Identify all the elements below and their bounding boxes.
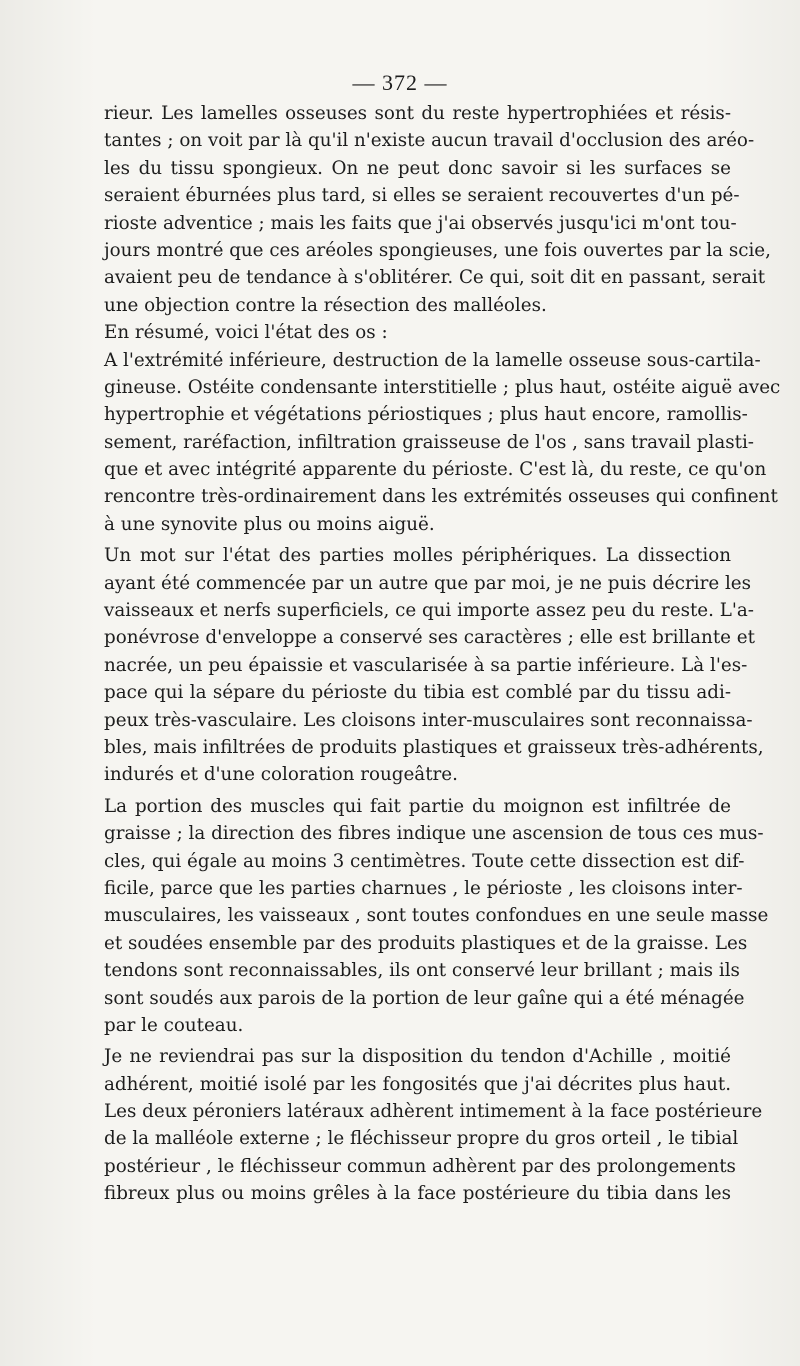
text-line: nacrée, un peu épaissie et vascularisée à sa partie inférieure. Là l'es- (104, 654, 748, 676)
text-line: avaient peu de tendance à s'oblitérer. Ce qui, soit dit en passant, serait (104, 267, 766, 289)
paragraph (104, 542, 764, 789)
text-line: vaisseaux et nerfs superficiels, ce qui importe assez peu du reste. L'a- (104, 600, 754, 622)
text-line: sont soudés aux parois de la portion de leur gaîne qui a été ménagée (104, 987, 745, 1009)
text-line: les du tissu spongieux. On ne peut donc savoir si les surfaces se (104, 157, 731, 179)
paragraph (104, 347, 781, 539)
text-line: bles, mais infiltrées de produits plastiques et graisseux très-adhérents, (104, 736, 764, 758)
text-line: une objection contre la résection des malléoles. (104, 294, 547, 316)
text-line: gineuse. Ostéite condensante interstitielle ; plus haut, ostéite aiguë avec (104, 376, 781, 398)
text-line: ficile, parce que les parties charnues , le périoste , les cloisons inter- (104, 877, 743, 899)
text-line: fibreux plus ou moins grêles à la face postérieure du tibia dans les (104, 1183, 731, 1205)
text-line: musculaires, les vaisseaux , sont toutes confondues en une seule masse (104, 905, 769, 927)
text-line: de la malléole externe ; le fléchisseur propre du gros orteil , le tibial (104, 1128, 739, 1150)
text-line: Je ne reviendrai pas sur la disposition du tendon d'Achille , moitié (104, 1046, 731, 1068)
text-line: seraient éburnées plus tard, si elles se seraient recouvertes d'un pé- (104, 185, 740, 207)
text-line: rieur. Les lamelles osseuses sont du reste hypertrophiées et résis- (104, 103, 731, 124)
paragraph (104, 1043, 763, 1207)
text-line: Les deux péroniers latéraux adhèrent intimement à la face postérieure (104, 1101, 763, 1123)
text-line: par le couteau. (104, 1014, 244, 1036)
text-line: rencontre très-ordinairement dans les extrémités osseuses qui confinent (104, 486, 778, 508)
paragraph (104, 100, 771, 319)
paragraph (104, 319, 731, 346)
text-line: graisse ; la direction des fibres indique une ascension de tous ces mus- (104, 823, 764, 845)
text-line: indurés et d'une coloration rougeâtre. (104, 764, 458, 786)
text-line: hypertrophie et végétations périostiques ; plus haut encore, ramollis- (104, 404, 748, 426)
text-line: adhérent, moitié isolé par les fongosités que j'ai décrites plus haut. (104, 1073, 731, 1095)
page-number: — 372 — (352, 70, 448, 95)
text-line: tendons sont reconnaissables, ils ont conservé leur brillant ; mais ils (104, 960, 740, 982)
paragraph (104, 793, 769, 1040)
text-line: postérieur , le fléchisseur commun adhèrent par des prolongements (104, 1155, 736, 1177)
text-line: jours montré que ces aréoles spongieuses, une fois ouvertes par la scie, (104, 239, 771, 261)
text-line: ayant été commencée par un autre que par moi, je ne puis décrire les (104, 572, 751, 594)
text-line: ponévrose d'enveloppe a conservé ses caractères ; elle est brillante et (104, 627, 755, 649)
text-line: En résumé, voici l'état des os : (104, 322, 388, 344)
text-line: A l'extrémité inférieure, destruction de la lamelle osseuse sous-cartila- (104, 349, 761, 371)
body-text (104, 100, 781, 1208)
text-line: Un mot sur l'état des parties molles périphériques. La dissection (104, 545, 731, 567)
text-line: tantes ; on voit par là qu'il n'existe aucun travail d'occlusion des aréo- (104, 130, 755, 152)
text-line: pace qui la sépare du périoste du tibia est comblé par du tissu adi- (104, 682, 731, 704)
text-line: cles, qui égale au moins 3 centimètres. Toute cette dissection est dif- (104, 850, 745, 872)
text-line: et soudées ensemble par des produits plastiques et de la graisse. Les (104, 932, 748, 954)
text-line: peux très-vasculaire. Les cloisons inter-musculaires sont reconnaissa- (104, 709, 753, 731)
text-line: sement, raréfaction, infiltration graisseuse de l'os , sans travail plasti- (104, 431, 754, 453)
text-line: rioste adventice ; mais les faits que j'ai observés jusqu'ici m'ont tou- (104, 212, 737, 234)
text-line: à une synovite plus ou moins aiguë. (104, 513, 435, 535)
text-line: La portion des muscles qui fait partie du moignon est infiltrée de (104, 795, 731, 817)
text-line: que et avec intégrité apparente du périoste. C'est là, du reste, ce qu'on (104, 459, 767, 481)
